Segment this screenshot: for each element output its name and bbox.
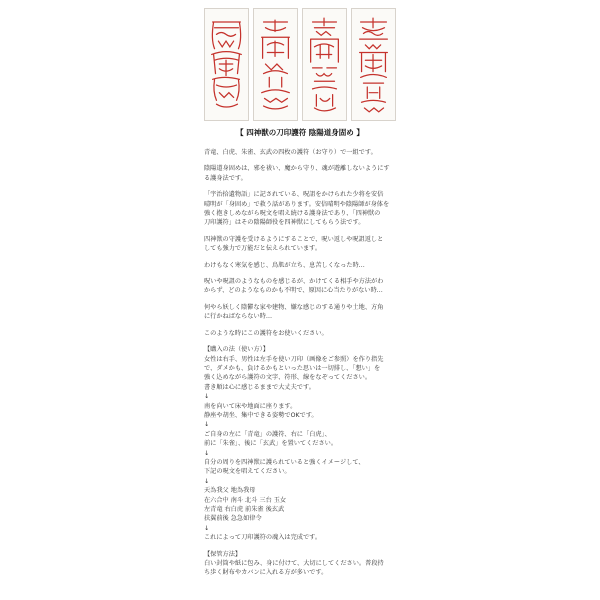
page-title: 【 四神獣の刀印護符 陰陽道身固め 】 — [236, 128, 364, 137]
intro-paragraph-2 — [204, 164, 434, 183]
talisman-seiryu-image — [351, 8, 396, 121]
text-line: ち歩く財布やカバンに入れる方が多いです。 — [204, 569, 328, 577]
text-line: しても強力で万能だと伝えられています。 — [204, 245, 322, 253]
talisman-byakko-image — [302, 8, 347, 121]
talisman-image-strip — [204, 8, 396, 121]
text-line: 白い封筒や紙に包み、身に付けて、大切にしてください。普段持 — [204, 560, 384, 568]
intro-paragraph-6 — [204, 277, 434, 296]
down-arrow-icon: ↓ — [204, 421, 210, 429]
storage-section — [204, 550, 434, 578]
text-line: に行かねばならない時… — [204, 313, 273, 321]
text-line: 晴明が「身固め」で救う話があります。安倍晴明や陰陽師が身体を — [204, 200, 390, 208]
text-line: 四神獣の守護を受けるようにすることで、呪い返しや呪詛返しと — [204, 235, 384, 243]
text-line: 青竜、白虎、朱雀、玄武の四枚の護符（お守り）で一組です。 — [204, 149, 377, 156]
text-line: で、ダメかも、負けるかもといった思いは一切排し、「想い」を — [204, 364, 381, 372]
intro-paragraph-4 — [204, 235, 434, 254]
down-arrow-icon: ↓ — [204, 393, 210, 401]
spell-line: 扶翼前後 急急如律令 — [204, 515, 262, 523]
talisman-suzaku-image — [253, 8, 298, 121]
text-line: ご自身の左に「青竜」の護符、右に「白虎」、 — [204, 430, 331, 438]
storage-heading: 【保管方法】 — [204, 550, 242, 558]
text-line: 何やら妖しく陰鬱な家や建物、嫌な感じのする通りや土地、方角 — [204, 303, 384, 311]
down-arrow-icon: ↓ — [204, 524, 210, 532]
spell-line: 左青竜 右白虎 前朱雀 後玄武 — [204, 506, 285, 513]
text-line: 静座や胡坐、集中できる姿勢でOKです。 — [204, 411, 318, 419]
text-line: わけもなく寒気を感じ、鳥肌が立ち、息苦しくなった時… — [204, 261, 365, 269]
text-line: 書き順は心に感じるままで大丈夫です。 — [204, 383, 315, 391]
description-body — [204, 148, 434, 585]
down-arrow-icon: ↓ — [204, 477, 210, 485]
intro-paragraph-8 — [204, 329, 434, 338]
text-line: からず、どのようなものかも不明で、原因に心当たりがない時… — [204, 287, 383, 295]
text-line: 「宇治拾遺物語」に記されている、呪詛をかけられた少将を安倍 — [204, 191, 384, 199]
text-line: 呪いや呪詛のようなものを感じるが、かけてくる相手や方法がわ — [204, 278, 384, 286]
usage-section — [204, 345, 434, 543]
text-line: 刀印護符」はその陰陽師役を四神獣にしてもらう法です。 — [204, 219, 365, 227]
text-line: 南を向いて床や地面に座ります。 — [204, 402, 297, 410]
spell-line: 在六合中 南斗 北斗 三台 玉女 — [204, 496, 287, 504]
text-line: 自分の周りを四神獣に護られていると強くイメージして、 — [204, 458, 365, 466]
intro-paragraph-3 — [204, 190, 434, 228]
text-line: 女性は右手、男性は左手を使い刀印（画像をご参照）を作り指先 — [204, 355, 384, 363]
intro-paragraph-1 — [204, 148, 434, 157]
spell-line: 天為我父 地為我母 — [204, 487, 256, 495]
text-line: 下記の呪文を唱えてください。 — [204, 468, 291, 476]
down-arrow-icon: ↓ — [204, 449, 210, 457]
talisman-genbu-image — [204, 8, 249, 121]
text-line: 陰陽道身固めは、邪を祓い、魔から守り、魂が遊離しないようにす — [204, 165, 390, 173]
text-line: 強く抱きしめながら呪文を唱え続ける護身法であり、「四神獣の — [204, 210, 381, 218]
text-line: このような時にこの護符をお使いください。 — [204, 329, 328, 337]
text-line: る護身法です。 — [204, 174, 247, 182]
usage-heading: 【購入の法（使い方）】 — [204, 346, 269, 354]
intro-paragraph-7 — [204, 303, 434, 322]
intro-paragraph-5 — [204, 261, 434, 270]
text-line: 強く込めながら護符の文字、符形、線をなぞってください。 — [204, 374, 372, 382]
text-line: 前に「朱雀」、後に「玄武」を置いてください。 — [204, 440, 338, 448]
text-line: これによって刀印護符の魂入は完成です。 — [204, 534, 322, 542]
